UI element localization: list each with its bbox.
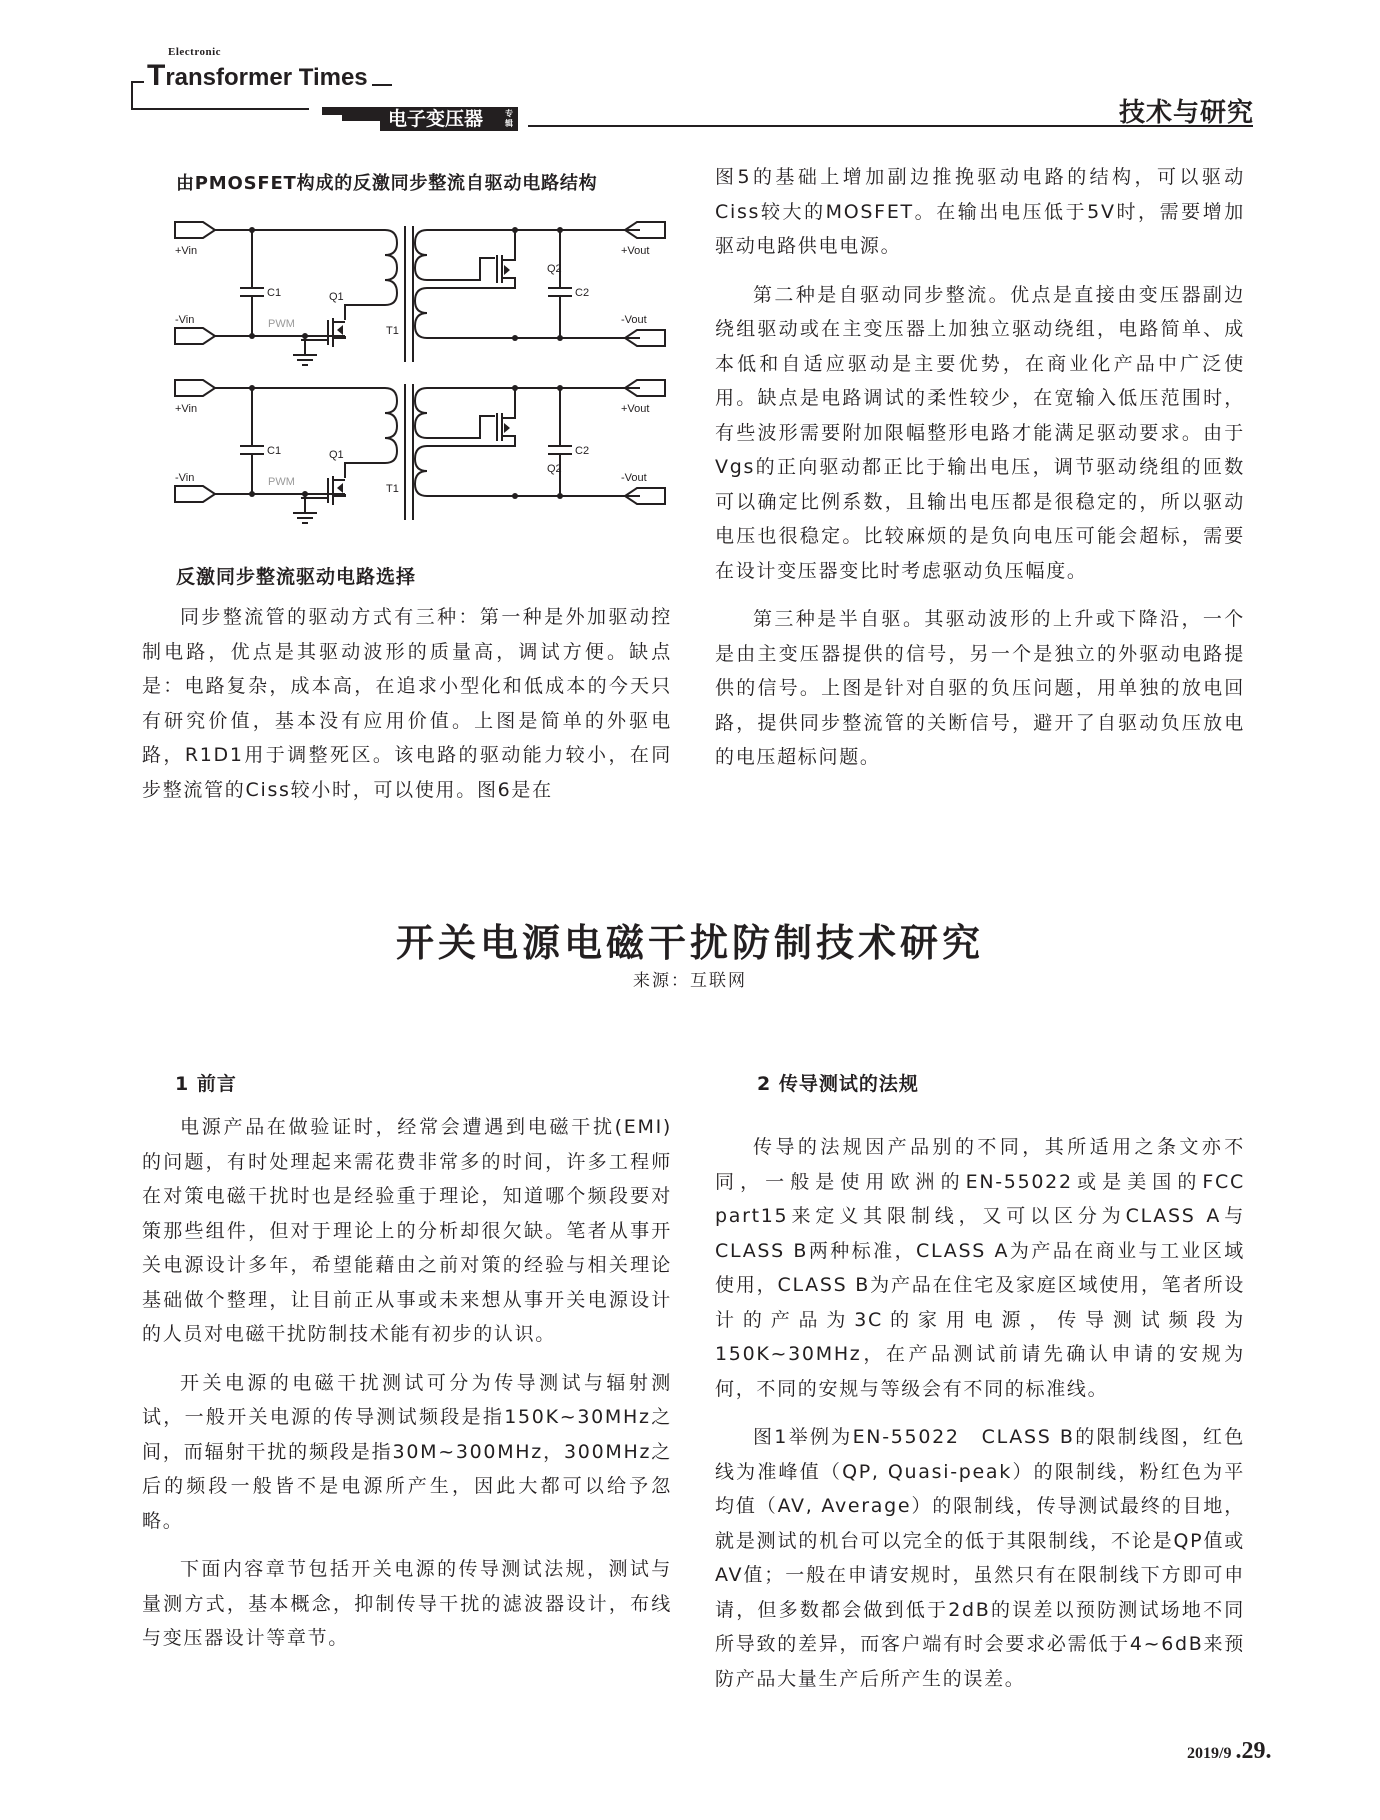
- page-footer: [1187, 1738, 1271, 1765]
- figure-caption: 由PMOSFET构成的反激同步整流自驱动电路结构: [176, 173, 598, 194]
- circuit-schematic-top: [175, 222, 665, 365]
- page-number: .29.: [1235, 1738, 1272, 1764]
- header-banner: [322, 107, 518, 131]
- label-vin-plus: +Vin: [175, 245, 198, 257]
- label-vin-minus: -Vin: [175, 314, 195, 326]
- label-c2-2: C2: [575, 445, 590, 457]
- article-source: 来源：互联网: [633, 971, 747, 991]
- logo-transformer-times: [147, 59, 368, 92]
- upper-right-paragraph-1: 图5的基础上增加副边推挽驱动电路的结构，可以驱动Ciss较大的MOSFET。在输出电压低于5V时，需要增加驱动电路供电电源。: [715, 166, 1245, 257]
- upper-left-column: [142, 600, 672, 807]
- header-rule-left-short: [131, 81, 144, 83]
- label-pwm-2: PWM: [268, 476, 295, 488]
- logo-T: T: [147, 59, 166, 92]
- issue-date: 2019/9: [1187, 1745, 1232, 1762]
- label-q2: Q2: [547, 263, 562, 275]
- label-vout-plus: +Vout: [621, 245, 650, 257]
- terminal-vin-minus: [175, 328, 215, 344]
- section2-paragraph-2: 图1举例为EN-55022 CLASS B的限制线图，红色线为准峰值（QP, Quasi-peak）的限制线，粉红色为平均值（AV, Average）的限制线，传导测试最终的目地，就是测试的机台可以完全的低于其限制线，不论是QP值或AV值；一般在申请安规时，虽然只有在限制线下方即可申请，但多数都会做到低于2dB的误差以预防测试场地不同所导致的差异，而客户端有时会要求必需低于4~6dB来预防产品大量生产后所产生的误差。: [715, 1426, 1245, 1690]
- article-right-column: [715, 1130, 1245, 1696]
- label-vin-minus-2: -Vin: [175, 472, 195, 484]
- section2-paragraph-1: 传导的法规因产品别的不同，其所适用之条文亦不同，一般是使用欧洲的EN-55022或是美国的FCC part15来定义其限制线，又可以区分为CLASS A与CLASS B两种标准，CLASS A为产品在商业与工业区域使用，CLASS B为产品在住宅及家庭区域使用，笔者所设计的产品为3C的家用电源，传导测试频段为150K~30MHz，在产品测试前请先确认申请的安规为何，不同的安规与等级会有不同的标准线。: [715, 1136, 1245, 1400]
- secondary-winding-upper: [415, 230, 427, 280]
- upper-right-paragraph-3: 第三种是半自驱。其驱动波形的上升或下降沿，一个是由主变压器提供的信号，另一个是独立的外驱动电路提供的信号。上图是针对自驱的负压问题，用单独的放电回路，提供同步整流管的关断信号，避开了自驱动负压放电的电压超标问题。: [715, 608, 1245, 768]
- logo-rest: ransformer Times: [165, 64, 368, 91]
- section1-paragraph-2: 开关电源的电磁干扰测试可分为传导测试与辐射测试，一般开关电源的传导测试频段是指150K~30MHz之间，而辐射干扰的频段是指30M~300MHz，300MHz之后的频段一般皆不是电源所产生，因此大都可以给予忽略。: [142, 1371, 672, 1532]
- section-label: 技术与研究: [1118, 98, 1254, 128]
- mosfet-q1: [328, 305, 385, 347]
- transformer-core: [405, 226, 413, 362]
- label-c2: C2: [575, 287, 590, 299]
- section2-heading: 2 传导测试的法规: [757, 1073, 919, 1095]
- label-c1: C1: [267, 287, 282, 299]
- label-vout-plus-2: +Vout: [621, 403, 650, 415]
- upper-right-column: [715, 160, 1245, 775]
- banner-title: 电子变压器: [388, 108, 484, 130]
- label-q2-2: Q2: [547, 463, 562, 475]
- label-t1: T1: [386, 325, 399, 337]
- terminal-vin-plus: [175, 222, 215, 238]
- label-q1-2: Q1: [329, 449, 344, 461]
- upper-left-paragraph: 同步整流管的驱动方式有三种：第一种是外加驱动控制电路，优点是其驱动波形的质量高，调试方便。缺点是：电路复杂，成本高，在追求小型化和低成本的今天只有研究价值，基本没有应用价值。上图是简单的外驱电路，R1D1用于调整死区。该电路的驱动能力较小，在同步整流管的Ciss较小时，可以使用。图6是在: [142, 606, 672, 801]
- label-c1-2: C1: [267, 445, 282, 457]
- left-subheading: 反激同步整流驱动电路选择: [176, 566, 417, 588]
- label-pwm: PWM: [268, 318, 295, 330]
- banner-subtitle: 专辑: [505, 109, 513, 128]
- label-vout-minus-2: -Vout: [621, 472, 647, 484]
- secondary-winding-lower: [415, 288, 427, 338]
- circuit-diagram: [165, 210, 675, 540]
- section1-paragraph-3: 下面内容章节包括开关电源的传导测试法规，测试与量测方式，基本概念，抑制传导干扰的滤波器设计，布线与变压器设计等章节。: [142, 1558, 672, 1649]
- header-rule-after-logo: [372, 84, 392, 86]
- logo-electronic: Electronic: [168, 46, 222, 58]
- upper-right-paragraph-2: 第二种是自驱动同步整流。优点是直接由变压器副边绕组驱动或在主变压器上加独立驱动绕组，电路简单、成本低和自适应驱动是主要优势，在商业化产品中广泛使用。缺点是电路调试的柔性较少，在宽输入低压范围时，有些波形需要附加限幅整形电路才能满足驱动要求。由于Vgs的正向驱动都正比于输出电压，调节驱动绕组的匝数可以确定比例系数，且输出电压都是很稳定的，所以驱动电压也很稳定。比较麻烦的是负向电压可能会超标，需要在设计变压器变比时考虑驱动负压幅度。: [715, 283, 1245, 582]
- primary-winding: [385, 230, 397, 305]
- label-q1: Q1: [329, 291, 344, 303]
- header-rule-left-vertical: [131, 81, 133, 110]
- article-left-column: [142, 1110, 672, 1656]
- section1-paragraph-1: 电源产品在做验证时，经常会遭遇到电磁干扰(EMI)的问题，有时处理起来需花费非常多的时间，许多工程师在对策电磁干扰时也是经验重于理论，知道哪个频段要对策那些组件，但对于理论上的分析却很欠缺。笔者从事开关电源设计多年，希望能藉由之前对策的经验与相关理论基础做个整理，让目前正从事或未来想从事开关电源设计的人员对电磁干扰防制技术能有初步的认识。: [142, 1116, 672, 1345]
- label-t1-2: T1: [386, 483, 399, 495]
- section1-heading: 1 前言: [175, 1073, 237, 1095]
- circuit-schematic-bottom: [175, 380, 665, 523]
- article-title: 开关电源电磁干扰防制技术研究: [395, 921, 984, 965]
- header-rule-left-bottom: [131, 108, 309, 110]
- label-vin-plus-2: +Vin: [175, 403, 198, 415]
- label-vout-minus: -Vout: [621, 314, 647, 326]
